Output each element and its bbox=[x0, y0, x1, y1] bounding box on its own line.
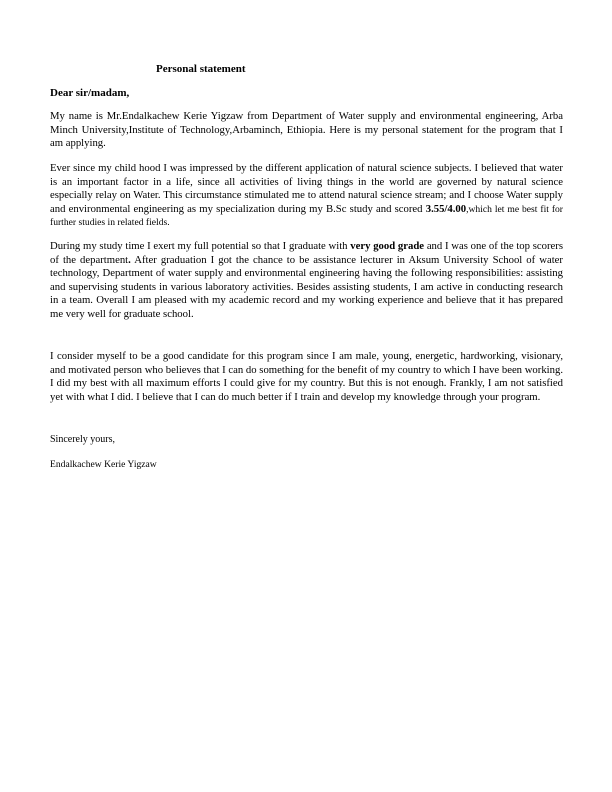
paragraph-experience-text-c: After graduation I got the chance to be assistance lecturer in Aksum University School of water technology, Department of water supply and environmental engineering having the following responsibilities: assisting and supervising students in various laboratory activities. Besides assisting students, I am active in conducting research in a team. Overall I am pleased with my academic record and my working experience and believe that it has prepared me very well for graduate school. bbox=[50, 253, 563, 320]
paragraph-motivation bbox=[50, 162, 563, 230]
paragraph-introduction-text: My name is Mr.Endalkachew Kerie Yigzaw from Department of Water supply and environmental engineering, Arba Minch University,Institute of Technology,Arbaminch, Ethiopia. Here is my personal statement for the program that I am applying. bbox=[50, 110, 563, 150]
paragraph-experience bbox=[50, 240, 563, 322]
paragraph-motivation-tail: ,which let me best fit for further studies in related fields. bbox=[50, 203, 563, 229]
paragraph-candidacy-text: I consider myself to be a good candidate for this program since I am male, young, energetic, hardworking, visionary, and motivated person who believes that I can do something for the benefit of my country to which I have been working. I did my best with all maximum efforts I could give for my country. But this is not enough. Frankly, I am not satisfied yet with what I did. I believe that I can do much better if I train and develop my knowledge through your program. bbox=[50, 350, 563, 403]
document-title: Personal statement bbox=[156, 63, 246, 75]
paragraph-experience-text-a: During my study time I exert my full potential so that I graduate with bbox=[50, 240, 351, 252]
paragraph-candidacy bbox=[50, 350, 563, 404]
paragraph-experience-text-b: and I was one of the top scorers of the department bbox=[50, 240, 563, 266]
signature-name: Endalkachew Kerie Yigzaw bbox=[50, 459, 157, 470]
paragraph-motivation-text: Ever since my child hood I was impressed by the different application of natural science subjects. I believed that water is an important factor in a life, since all activities of living things in the world are governed by natural science especially relay on Water. This circumstance stimulated me to attend natural science stream; and I choose Water supply and environmental engineering as my specialization during my B.Sc study and scored bbox=[50, 162, 563, 215]
closing: Sincerely yours, bbox=[50, 434, 115, 445]
grade-highlight: very good grade bbox=[350, 240, 425, 252]
gpa-score: 3.55/4.00 bbox=[425, 202, 467, 215]
salutation: Dear sir/madam, bbox=[50, 87, 130, 99]
paragraph-introduction bbox=[50, 110, 563, 151]
paragraph-experience-period: . bbox=[128, 253, 131, 266]
